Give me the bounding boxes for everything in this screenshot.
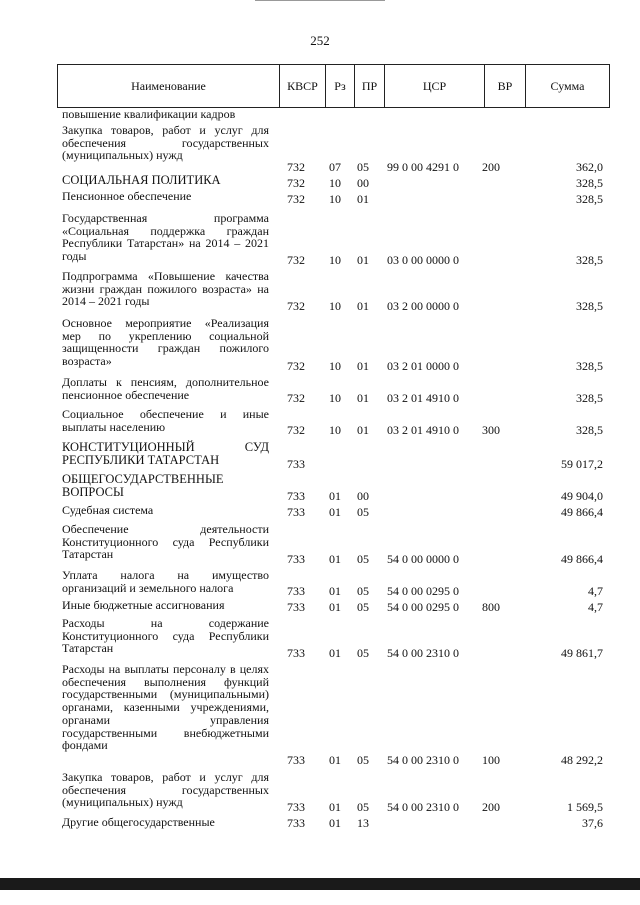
header-name: Наименование	[131, 78, 206, 93]
row-kvsr: 733	[287, 584, 305, 599]
row-kvsr: 733	[287, 457, 305, 472]
row-vr: 200	[482, 160, 500, 175]
row-kvsr: 732	[287, 176, 305, 191]
row-pr: 05	[357, 753, 369, 768]
table-row	[0, 270, 640, 313]
row-sum: 49 861,7	[561, 646, 603, 661]
table-row	[0, 816, 640, 830]
row-vr: 200	[482, 800, 500, 815]
row-name: Основное мероприятие «Реализация мер по укреплению социальной защищенности граждан пожилого возраста»	[62, 316, 269, 369]
row-rz: 01	[329, 753, 341, 768]
page-number: 252	[310, 33, 330, 48]
row-pr: 01	[357, 359, 369, 374]
header-sum: Сумма	[525, 65, 609, 107]
row-rz: 01	[329, 584, 341, 599]
row-pr: 05	[357, 505, 369, 520]
table-row	[0, 174, 640, 190]
row-vr: 800	[482, 600, 500, 615]
row-rz: 01	[329, 552, 341, 567]
row-pr: 00	[357, 176, 369, 191]
row-kvsr: 733	[287, 816, 305, 831]
row-name: Другие общегосударственные	[62, 815, 215, 829]
table-header	[57, 64, 610, 108]
row-sum: 362,0	[576, 160, 603, 175]
row-kvsr: 732	[287, 391, 305, 406]
row-kvsr: 732	[287, 192, 305, 207]
row-rz: 10	[329, 359, 341, 374]
row-csr: 03 2 01 4910 0	[387, 391, 459, 406]
row-rz: 10	[329, 299, 341, 314]
row-name: Государственная программа «Социальная поддержка граждан Республики Татарстан» на 2014 – 2021 годы	[62, 211, 269, 264]
row-kvsr: 733	[287, 600, 305, 615]
row-rz: 07	[329, 160, 341, 175]
row-name: Уплата налога на имущество организаций и земельного налога	[62, 568, 269, 595]
row-rz: 10	[329, 192, 341, 207]
row-csr: 03 2 00 0000 0	[387, 299, 459, 314]
row-sum: 1 569,5	[567, 800, 603, 815]
row-name: Социальное обеспечение и иные выплаты населению	[62, 407, 269, 434]
row-rz: 01	[329, 800, 341, 815]
row-name: Судебная система	[62, 503, 154, 517]
row-sum: 328,5	[576, 176, 603, 191]
row-name: Иные бюджетные ассигнования	[62, 598, 225, 612]
row-pr: 01	[357, 253, 369, 268]
row-sum: 49 866,4	[561, 552, 603, 567]
row-csr: 54 0 00 2310 0	[387, 753, 459, 768]
table-row	[0, 441, 640, 471]
row-kvsr: 732	[287, 359, 305, 374]
row-rz: 01	[329, 505, 341, 520]
row-kvsr: 733	[287, 505, 305, 520]
row-csr: 54 0 00 0000 0	[387, 552, 459, 567]
row-kvsr: 733	[287, 552, 305, 567]
row-vr: 100	[482, 753, 500, 768]
row-csr: 54 0 00 0295 0	[387, 584, 459, 599]
table-row	[0, 376, 640, 405]
row-sum: 328,5	[576, 423, 603, 438]
row-csr: 54 0 00 2310 0	[387, 800, 459, 815]
row-rz: 10	[329, 176, 341, 191]
table-row	[0, 317, 640, 373]
row-rz: 01	[329, 600, 341, 615]
table-row	[0, 212, 640, 267]
row-rz: 10	[329, 391, 341, 406]
row-rz: 10	[329, 423, 341, 438]
row-name: ОБЩЕГОСУДАРСТВЕННЫЕ ВОПРОСЫ	[62, 472, 224, 499]
row-kvsr: 732	[287, 299, 305, 314]
row-kvsr: 733	[287, 489, 305, 504]
row-sum: 49 866,4	[561, 505, 603, 520]
table-row	[0, 408, 640, 437]
row-rz: 01	[329, 646, 341, 661]
row-kvsr: 732	[287, 160, 305, 175]
table-row	[0, 190, 640, 206]
top-edge-mark	[255, 0, 385, 1]
header-csr: ЦСР	[384, 65, 484, 107]
row-kvsr: 732	[287, 423, 305, 438]
row-pr: 13	[357, 816, 369, 831]
row-sum: 328,5	[576, 391, 603, 406]
row-rz: 10	[329, 253, 341, 268]
row-name: Обеспечение деятельности Конституционного суда Республики Татарстан	[62, 522, 269, 562]
row-csr: 03 2 01 0000 0	[387, 359, 459, 374]
row-sum: 328,5	[576, 253, 603, 268]
table-row	[0, 523, 640, 566]
row-pr: 00	[357, 489, 369, 504]
table-body	[0, 108, 640, 830]
table-row	[0, 663, 640, 767]
row-kvsr: 733	[287, 753, 305, 768]
row-pr: 05	[357, 552, 369, 567]
row-sum: 49 904,0	[561, 489, 603, 504]
row-csr: 54 0 00 2310 0	[387, 646, 459, 661]
header-pr: ПР	[354, 65, 384, 107]
row-sum: 4,7	[588, 584, 603, 599]
row-pr: 01	[357, 423, 369, 438]
row-kvsr: 732	[287, 253, 305, 268]
row-sum: 328,5	[576, 299, 603, 314]
row-name: Расходы на выплаты персоналу в целях обеспечения выполнения функций государственными (муниципальными) органами, казенными учреждениями, органами управления государственными внебюджетными фондами	[62, 662, 269, 753]
row-name: Доплаты к пенсиям, дополнительное пенсионное обеспечение	[62, 375, 269, 402]
row-csr: 03 2 01 4910 0	[387, 423, 459, 438]
row-kvsr: 733	[287, 646, 305, 661]
table-row	[0, 473, 640, 503]
row-name: Закупка товаров, работ и услуг для обеспечения государственных (муниципальных) нужд	[62, 770, 269, 810]
row-csr: 54 0 00 0295 0	[387, 600, 459, 615]
row-name: Расходы на содержание Конституционного суда Республики Татарстан	[62, 616, 269, 656]
row-pr: 05	[357, 646, 369, 661]
header-vr: ВР	[484, 65, 525, 107]
table-row	[0, 504, 640, 519]
row-name: СОЦИАЛЬНАЯ ПОЛИТИКА	[62, 173, 221, 187]
row-sum: 4,7	[588, 600, 603, 615]
table-row	[0, 617, 640, 660]
row-sum: 48 292,2	[561, 753, 603, 768]
table-row	[0, 108, 640, 121]
table-row	[0, 599, 640, 614]
row-rz: 01	[329, 489, 341, 504]
table-row	[0, 569, 640, 598]
header-rz: Рз	[325, 65, 354, 107]
row-pr: 05	[357, 800, 369, 815]
row-pr: 01	[357, 192, 369, 207]
row-pr: 05	[357, 160, 369, 175]
row-name: повышение квалификации кадров	[62, 107, 236, 121]
row-sum: 328,5	[576, 359, 603, 374]
table-row	[0, 771, 640, 814]
row-name: Подпрограмма «Повышение качества жизни граждан пожилого возраста» на 2014 – 2021 годы	[62, 269, 269, 309]
scan-bottom-edge	[0, 878, 640, 890]
row-name: КОНСТИТУЦИОННЫЙ СУД РЕСПУБЛИКИ ТАТАРСТАН	[62, 440, 269, 467]
table-row	[0, 124, 640, 174]
row-name: Закупка товаров, работ и услуг для обеспечения государственных (муниципальных) нужд	[62, 123, 269, 163]
row-pr: 01	[357, 299, 369, 314]
row-pr: 01	[357, 391, 369, 406]
row-kvsr: 733	[287, 800, 305, 815]
row-sum: 328,5	[576, 192, 603, 207]
header-kvsr: КВСР	[279, 65, 325, 107]
row-name: Пенсионное обеспечение	[62, 189, 192, 203]
row-csr: 03 0 00 0000 0	[387, 253, 459, 268]
row-vr: 300	[482, 423, 500, 438]
row-sum: 37,6	[582, 816, 603, 831]
row-pr: 05	[357, 600, 369, 615]
row-sum: 59 017,2	[561, 457, 603, 472]
row-csr: 99 0 00 4291 0	[387, 160, 459, 175]
row-pr: 05	[357, 584, 369, 599]
row-rz: 01	[329, 816, 341, 831]
